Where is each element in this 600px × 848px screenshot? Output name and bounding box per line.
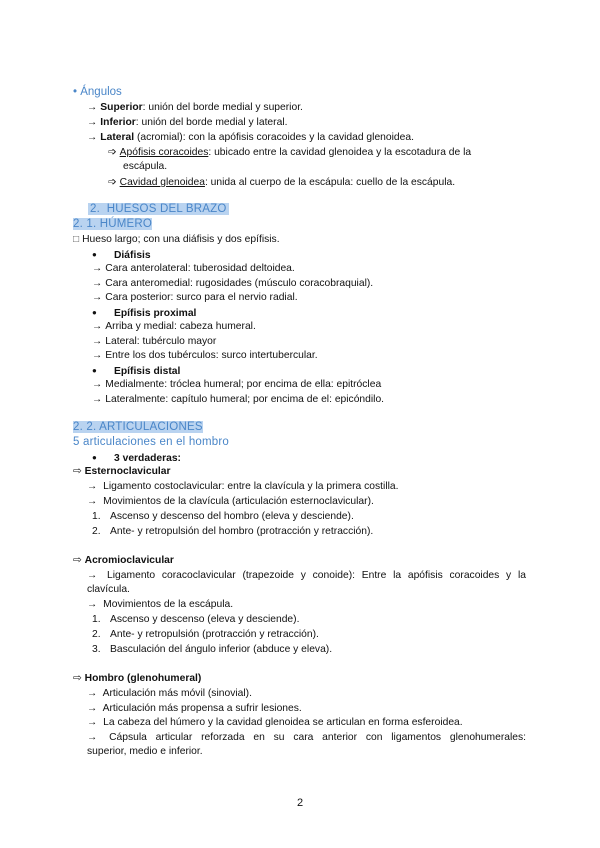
dot-icon: ●: [92, 308, 97, 317]
item-text: Cápsula articular reforzada en su cara anterior con ligamentos glenohumerales:: [109, 732, 526, 743]
dot-icon: ●: [92, 366, 97, 375]
list-number: 2.: [92, 526, 101, 537]
hombro-item: [87, 716, 463, 729]
epifisis-proximal-item: [92, 335, 216, 348]
item-text: Ascenso y descenso (eleva y desciende).: [110, 614, 300, 625]
section-heading-huesos: [88, 203, 229, 216]
arrow-icon: →: [92, 292, 103, 303]
arrow-icon: →: [87, 570, 98, 581]
item-text: Lateral: tubérculo mayor: [105, 336, 217, 347]
term: Superior: [100, 102, 143, 113]
diafisis-item: [92, 291, 298, 304]
square-bullet-icon: □: [73, 234, 80, 245]
item-text: Movimientos de la clavícula (articulación esternoclavicular).: [103, 496, 374, 507]
arrow-icon: →: [92, 394, 103, 405]
acromioclavicular-numbered: [92, 643, 332, 656]
item-text: Movimientos de la escápula.: [103, 599, 234, 610]
acromioclavicular-numbered: [92, 613, 299, 626]
cavidad-glenoidea: [108, 176, 455, 189]
term: Lateral: [100, 132, 135, 143]
epifisis-distal-item: [92, 378, 381, 391]
section-heading-articulaciones: [73, 421, 203, 434]
diafisis-item: [92, 262, 295, 275]
epifisis-distal-heading: [92, 364, 180, 378]
list-number: 1.: [92, 511, 101, 522]
humero-intro: [73, 233, 280, 246]
arrow-icon: →: [87, 732, 98, 743]
item-text: Cara anteromedial: rugosidades (músculo coracobraquial).: [105, 278, 374, 289]
list-number: 3.: [92, 644, 101, 655]
hombro-item: [87, 702, 302, 715]
dot-icon: ●: [92, 453, 97, 462]
acromioclavicular-item: [87, 598, 233, 611]
epifisis-proximal-heading: [92, 306, 196, 320]
item-text: Ligamento costoclavicular: entre la clavícula y la primera costilla.: [103, 481, 399, 492]
heading-text: Hombro (glenohumeral): [84, 673, 202, 684]
item-text: Medialmente: tróclea humeral; por encima de ella: epitróclea: [105, 379, 382, 390]
item-text: Cara anterolateral: tuberosidad deltoidea.: [105, 263, 295, 274]
hook-arrow-icon: ➩: [108, 177, 117, 188]
esternoclavicular-heading: [73, 465, 171, 478]
intro-text: Hueso largo; con una diáfisis y dos epífisis.: [82, 234, 280, 245]
dot-icon: ●: [92, 250, 97, 259]
arrow-icon: →: [92, 278, 103, 289]
item-text: Basculación del ángulo inferior (abduce y eleva).: [110, 644, 333, 655]
angulo-inferior: [87, 116, 287, 129]
heading-text: Epífisis proximal: [114, 308, 197, 319]
diafisis-item: [92, 277, 373, 290]
hombro-item-cont: superior, medio e inferior.: [87, 746, 203, 757]
verdaderas-heading: [92, 451, 181, 465]
section-title: HUESOS DEL BRAZO: [106, 203, 227, 215]
epifisis-proximal-item: [92, 320, 256, 333]
apofisis-coracoides-cont: escápula.: [123, 161, 168, 172]
acromioclavicular-item: [87, 569, 526, 582]
arrow-icon: →: [87, 117, 98, 128]
angulo-lateral: [87, 131, 414, 144]
item-text: Ligamento coracoclavicular (trapezoide y conoide): Entre la apófisis coracoides y la: [107, 570, 526, 581]
articulaciones-subtitle: 5 articulaciones en el hombro: [73, 436, 230, 448]
item-text: Ante- y retropulsión (protracción y retracción).: [110, 629, 319, 640]
subheading-text: 2. 1. HÚMERO: [73, 218, 153, 230]
definition: (acromial): con la apófisis coracoides y la cavidad glenoidea.: [134, 132, 414, 143]
subheading-humero: [73, 218, 152, 231]
heading-text: Esternoclavicular: [84, 466, 171, 477]
definition: : unión del borde medial y lateral.: [135, 117, 288, 128]
section-title: 2. 2. ARTICULACIONES: [73, 421, 203, 433]
page-number: 2: [296, 797, 304, 809]
acromioclavicular-item-cont: clavícula.: [87, 584, 130, 595]
esternoclavicular-item: [87, 480, 398, 493]
definition: : unida al cuerpo de la escápula: cuello de la escápula.: [204, 177, 456, 188]
definition: : ubicado entre la cavidad glenoidea y la escotadura de la: [208, 147, 472, 158]
list-number: 2.: [92, 629, 101, 640]
arrow-icon: →: [92, 321, 103, 332]
item-text: Articulación más propensa a sufrir lesiones.: [102, 703, 302, 714]
arrow-icon: →: [87, 102, 98, 113]
item-text: Entre los dos tubérculos: surco intertubercular.: [105, 350, 318, 361]
item-text: Arriba y medial: cabeza humeral.: [105, 321, 256, 332]
item-text: Articulación más móvil (sinovial).: [102, 688, 252, 699]
bullet: •: [73, 86, 78, 98]
heading-text: Epífisis distal: [114, 366, 181, 377]
arrow-icon: →: [87, 599, 98, 610]
arrow-icon: →: [87, 717, 98, 728]
epifisis-distal-item: [92, 393, 384, 406]
hombro-item: [87, 731, 526, 744]
term: Cavidad glenoidea: [119, 177, 205, 188]
arrow-icon: →: [87, 496, 98, 507]
acromioclavicular-numbered: [92, 628, 319, 641]
item-text: Ascenso y descenso del hombro (eleva y desciende).: [110, 511, 354, 522]
definition: : unión del borde medial y superior.: [142, 102, 303, 113]
item-text: La cabeza del húmero y la cavidad glenoidea se articulan en forma esferoidea.: [103, 717, 463, 728]
hook-arrow-icon: ⇨: [73, 466, 82, 477]
hombro-item: [87, 687, 252, 700]
hook-arrow-icon: ➩: [108, 147, 117, 158]
esternoclavicular-numbered: [92, 510, 354, 523]
arrow-icon: →: [92, 350, 103, 361]
acromioclavicular-heading: [73, 554, 174, 567]
heading-text: Diáfisis: [114, 250, 151, 261]
hook-arrow-icon: ⇨: [73, 555, 82, 566]
arrow-icon: →: [87, 132, 98, 143]
apofisis-coracoides: [108, 146, 471, 159]
term: Inferior: [100, 117, 136, 128]
epifisis-proximal-item: [92, 349, 318, 362]
esternoclavicular-item: [87, 495, 374, 508]
diafisis-heading: [92, 248, 151, 262]
heading-text: 3 verdaderas:: [114, 453, 181, 464]
term: Apófisis coracoides: [119, 147, 209, 158]
angulo-superior: [87, 101, 303, 114]
arrow-icon: →: [92, 336, 103, 347]
arrow-icon: →: [87, 703, 98, 714]
section-number: 2.: [90, 203, 100, 215]
item-text: Cara posterior: surco para el nervio radial.: [105, 292, 298, 303]
item-text: Ante- y retropulsión del hombro (protracción y retracción).: [110, 526, 374, 537]
list-number: 1.: [92, 614, 101, 625]
section-heading-text: [88, 203, 229, 215]
arrow-icon: →: [92, 263, 103, 274]
arrow-icon: →: [87, 481, 98, 492]
item-text: Lateralmente: capítulo humeral; por encima de el: epicóndilo.: [105, 394, 385, 405]
esternoclavicular-numbered: [92, 525, 373, 538]
arrow-icon: →: [87, 688, 98, 699]
arrow-icon: →: [92, 379, 103, 390]
angulos-title: Ángulos: [80, 86, 122, 98]
hombro-heading: [73, 672, 201, 685]
angulos-heading: [73, 86, 122, 99]
heading-text: Acromioclavicular: [84, 555, 174, 566]
hook-arrow-icon: ⇨: [73, 673, 82, 684]
